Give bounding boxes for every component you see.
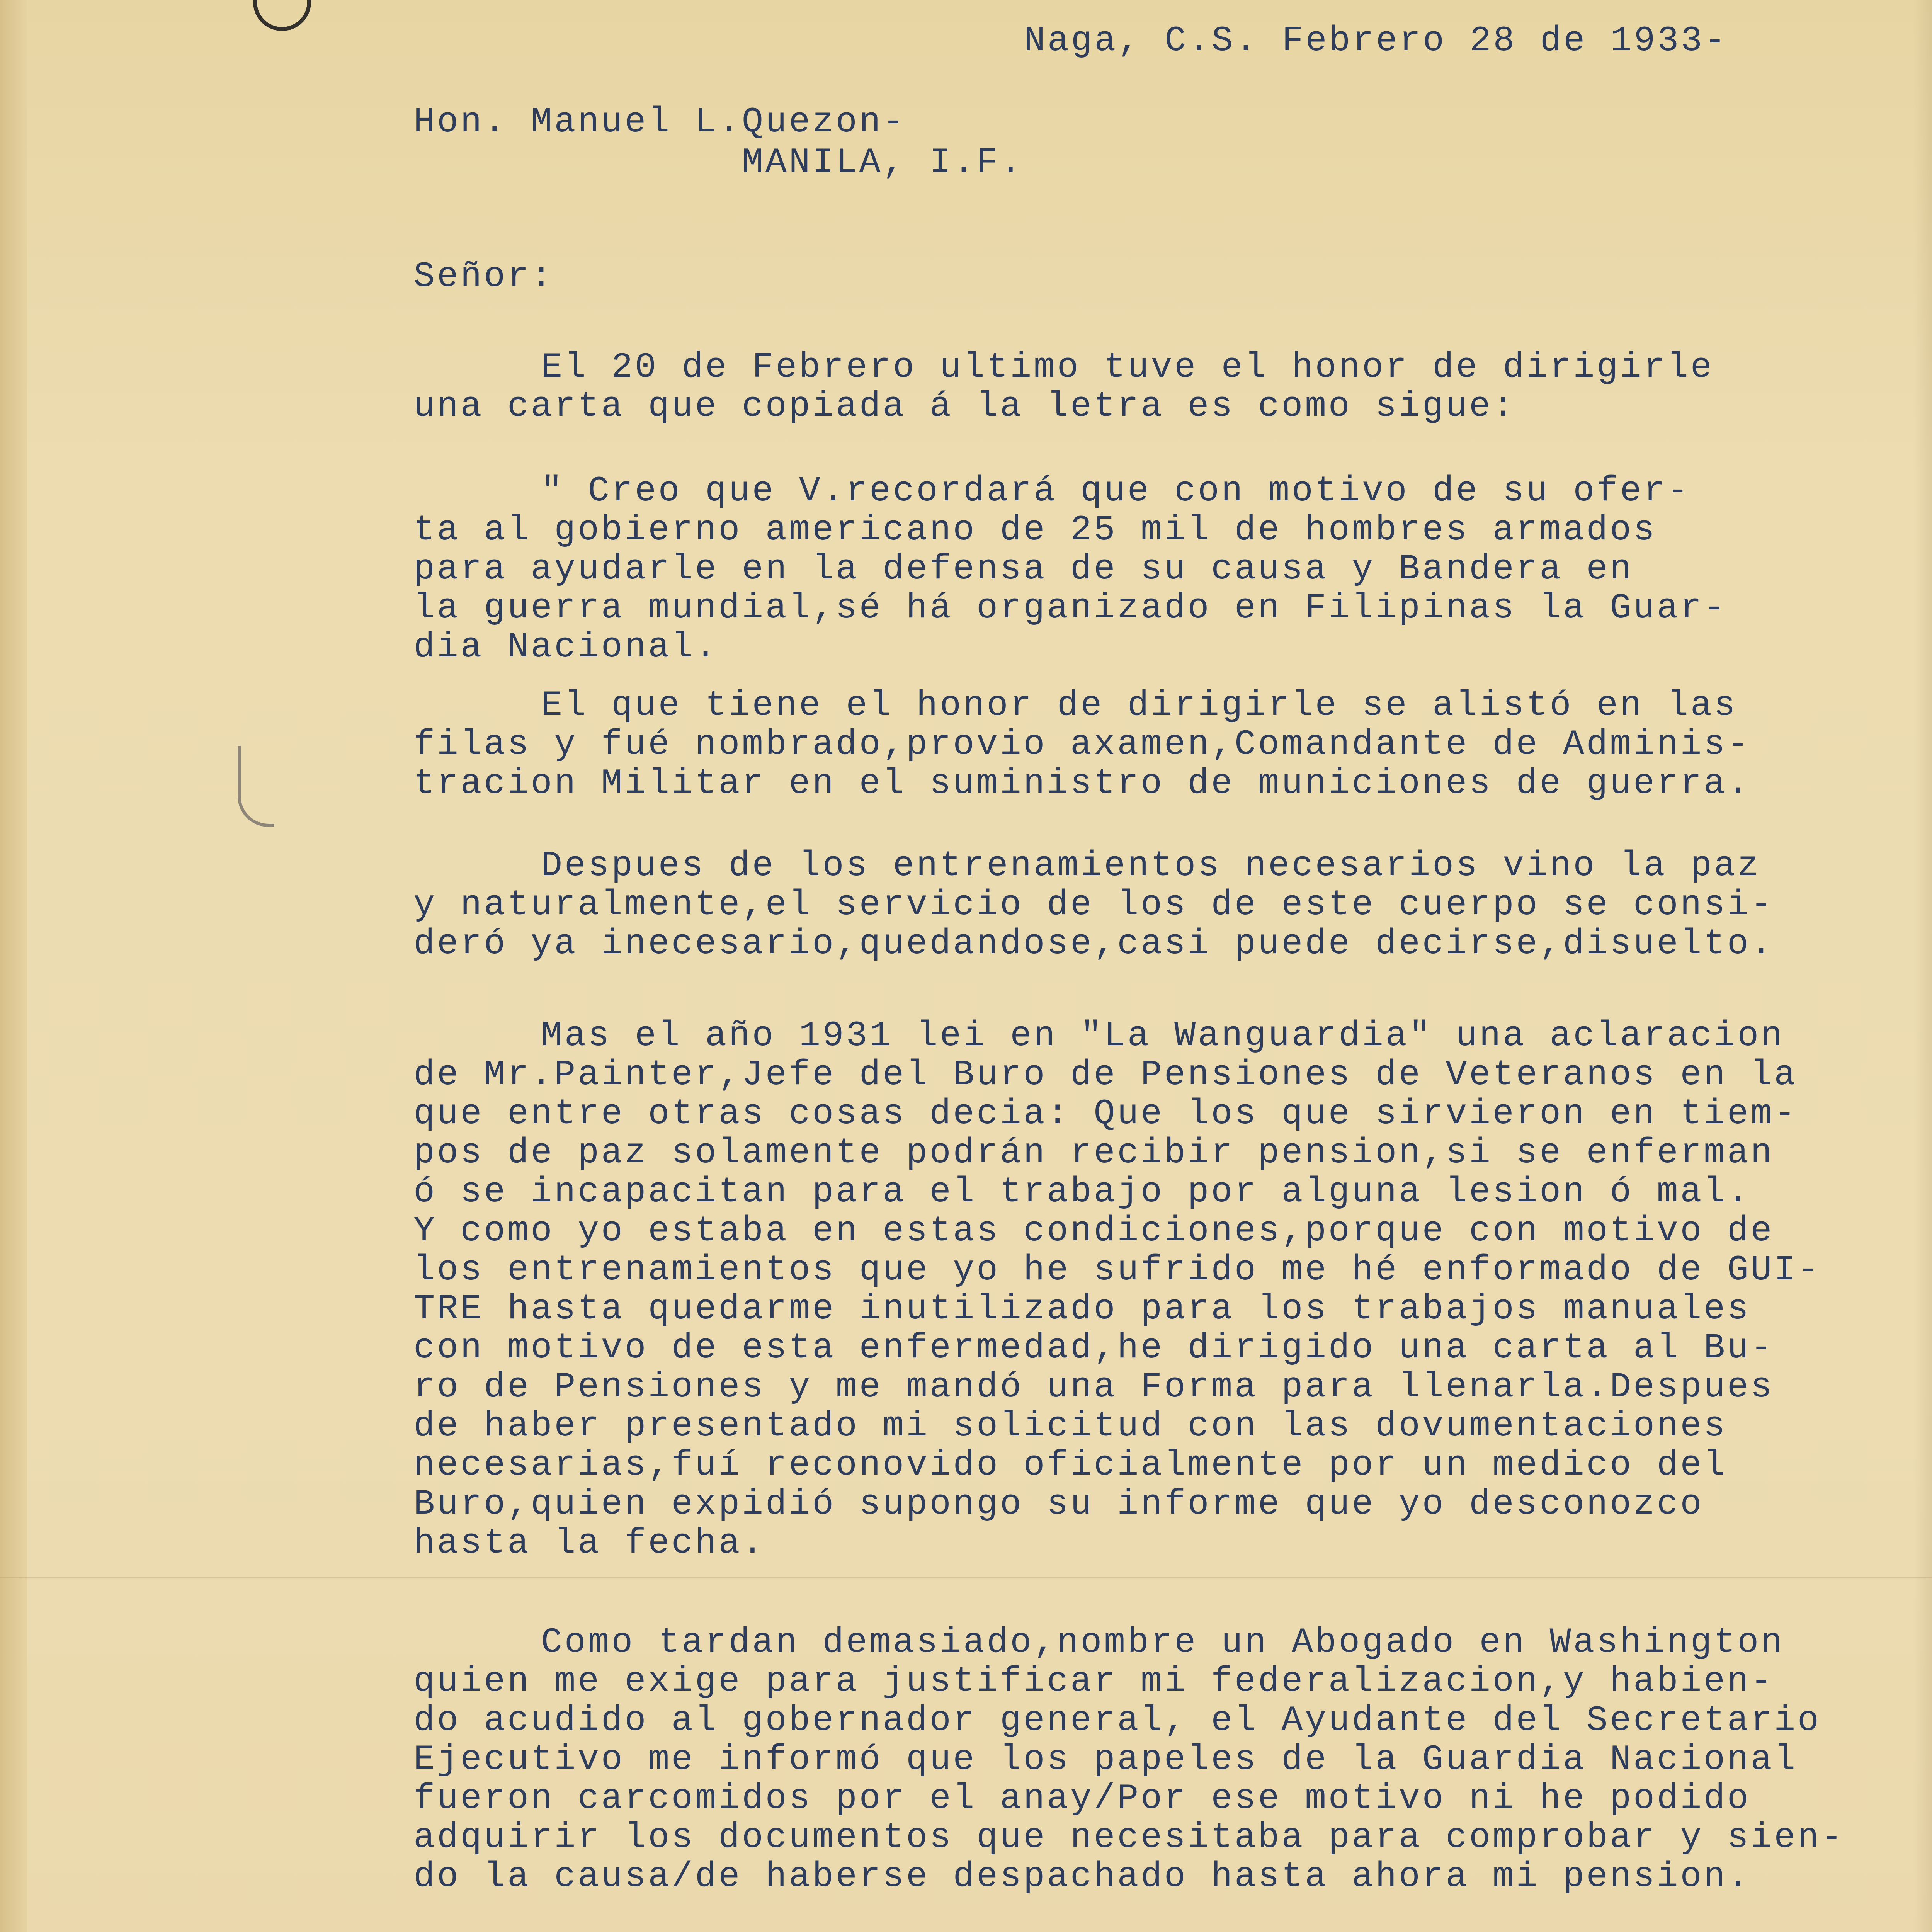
corner-pen-mark xyxy=(253,0,311,31)
para5-line: TRE hasta quedarme inutilizado para los trabajos manuales xyxy=(413,1289,1751,1329)
paragraph-3 xyxy=(413,686,1750,803)
paragraph-6 xyxy=(413,1623,1844,1896)
para4-line: y naturalmente,el servicio de los de este cuerpo se consi- xyxy=(413,884,1774,925)
margin-pencil-mark xyxy=(238,746,274,827)
para6-line: adquirir los documentos que necesitaba para comprobar y sien- xyxy=(413,1817,1845,1858)
para3-line: El que tiene el honor de dirigirle se alistó en las xyxy=(541,685,1738,726)
paper-fold-mark xyxy=(0,1577,1932,1578)
para1-line: una carta que copiada á la letra es como sigue: xyxy=(413,386,1516,427)
para3-line: filas y fué nombrado,provio axamen,Comandante de Adminis- xyxy=(413,724,1751,765)
para5-line: Mas el año 1931 lei en "La Wanguardia" una aclaracion xyxy=(541,1015,1784,1056)
paragraph-4 xyxy=(413,846,1774,963)
paper-left-edge xyxy=(0,0,27,1932)
paragraph-1 xyxy=(413,348,1714,426)
para2-line: la guerra mundial,sé há organizado en Filipinas la Guar- xyxy=(413,588,1727,628)
para2-line: dia Nacional. xyxy=(413,627,719,667)
para6-line: Ejecutivo me informó que los papeles de la Guardia Nacional xyxy=(413,1739,1798,1780)
para4-line: deró ya inecesario,quedandose,casi puede decirse,disuelto. xyxy=(413,923,1774,964)
dateline: Naga, C.S. Febrero 28 de 1933- xyxy=(1024,20,1728,61)
para6-line: quien me exige para justificar mi federalizacion,y habien- xyxy=(413,1661,1774,1702)
para1-line: El 20 de Febrero ultimo tuve el honor de dirigirle xyxy=(541,347,1714,388)
para2-line: " Creo que V.recordará que con motivo de su ofer- xyxy=(541,471,1690,511)
paragraph-5 xyxy=(413,1016,1821,1563)
addressee-city: MANILA, I.F. xyxy=(742,142,1024,183)
para6-line: do acudido al gobernador general, el Ayudante del Secretario xyxy=(413,1700,1821,1741)
para5-line: Y como yo estaba en estas condiciones,porque con motivo de xyxy=(413,1211,1774,1251)
para5-line: los entrenamientos que yo he sufrido me hé enformado de GUI- xyxy=(413,1250,1821,1290)
para5-line: ro de Pensiones y me mandó una Forma para llenarla.Despues xyxy=(413,1367,1774,1407)
para3-line: tracion Militar en el suministro de municiones de guerra. xyxy=(413,763,1751,804)
paragraph-2 xyxy=(413,471,1727,667)
paper-right-edge xyxy=(1913,0,1932,1932)
para6-line: do la causa/de haberse despachado hasta ahora mi pension. xyxy=(413,1856,1751,1897)
para5-line: de Mr.Painter,Jefe del Buro de Pensiones de Veteranos en la xyxy=(413,1054,1798,1095)
salutation: Señor: xyxy=(413,256,554,297)
para5-line: ó se incapacitan para el trabajo por alguna lesion ó mal. xyxy=(413,1172,1751,1212)
para4-line: Despues de los entrenamientos necesarios vino la paz xyxy=(541,845,1761,886)
para2-line: para ayudarle en la defensa de su causa y Bandera en xyxy=(413,549,1633,589)
para6-line: Como tardan demasiado,nombre un Abogado en Washington xyxy=(541,1622,1784,1663)
para6-line: fueron carcomidos por el anay/Por ese motivo ni he podido xyxy=(413,1778,1751,1819)
para5-line: Buro,quien expidió supongo su informe que yo desconozco xyxy=(413,1484,1704,1524)
para5-line: con motivo de esta enfermedad,he dirigido una carta al Bu- xyxy=(413,1328,1774,1368)
addressee-name: Hon. Manuel L.Quezon- xyxy=(413,102,906,142)
para2-line: ta al gobierno americano de 25 mil de hombres armados xyxy=(413,510,1657,550)
para5-line: de haber presentado mi solicitud con las dovumentaciones xyxy=(413,1406,1727,1446)
para5-line: hasta la fecha. xyxy=(413,1523,765,1563)
para5-line: que entre otras cosas decia: Que los que sirvieron en tiem- xyxy=(413,1094,1798,1134)
para5-line: pos de paz solamente podrán recibir pension,si se enferman xyxy=(413,1133,1774,1173)
para5-line: necesarias,fuí reconovido oficialmente por un medico del xyxy=(413,1445,1727,1485)
